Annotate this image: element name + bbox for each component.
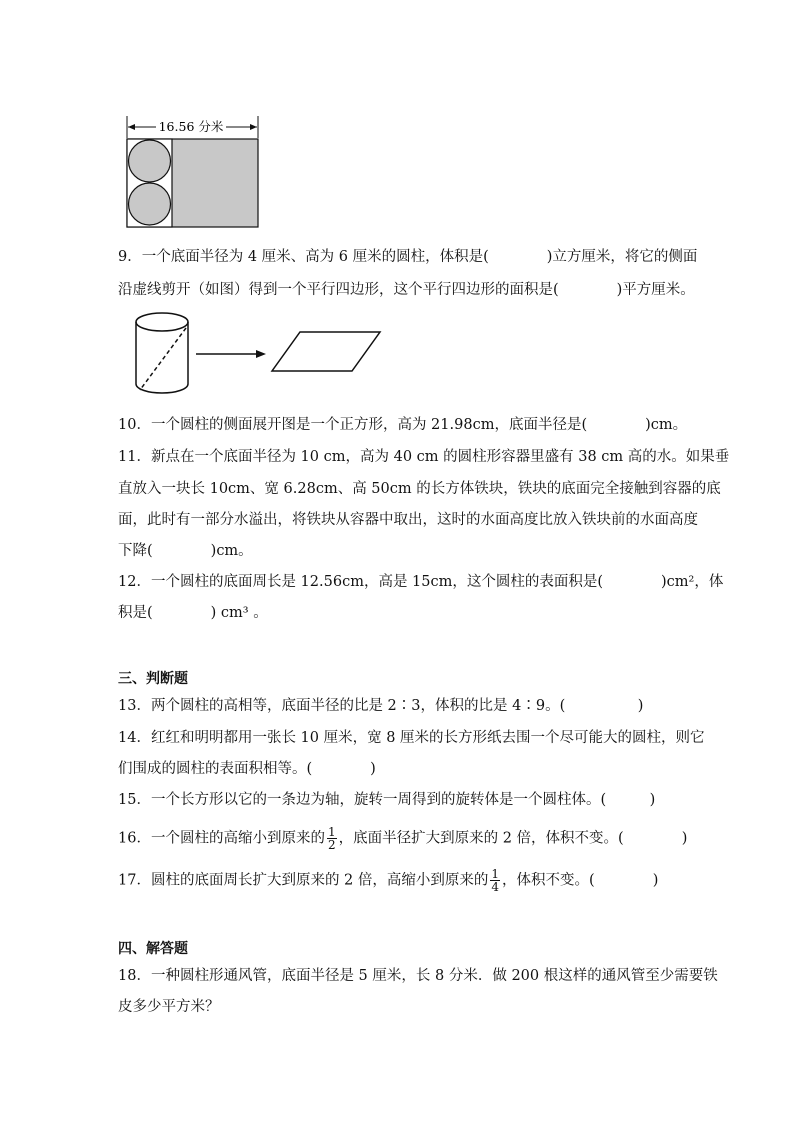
- question-16: [118, 826, 687, 851]
- figure-circle-top: [129, 140, 171, 182]
- section-4-title: 四、解答题: [118, 941, 188, 957]
- figure-rectangle-circles: [118, 112, 268, 232]
- question-17: [118, 868, 658, 893]
- cylinder-shape: [136, 313, 188, 393]
- question-11-line-4: 下降( )cm。: [118, 543, 253, 559]
- question-11-line-2: 直放入一块长 10cm、宽 6.28cm、高 50cm 的长方体铁块，铁块的底面完全接触到容器的底: [118, 481, 721, 497]
- figure-circle-bottom: [129, 183, 171, 225]
- question-14-line-1: 14．红红和明明都用一张长 10 厘米，宽 8 厘米的长方形纸去围一个尽可能大的圆柱，则它: [118, 730, 705, 746]
- question-9-line-2: 沿虚线剪开（如图）得到一个平行四边形，这个平行四边形的面积是( )平方厘米。: [118, 282, 695, 298]
- arrow-right: [196, 350, 266, 358]
- question-10: 10．一个圆柱的侧面展开图是一个正方形，高为 21.98cm，底面半径是( )cm。: [118, 417, 688, 433]
- fraction-one-quarter: [490, 868, 500, 893]
- fraction-numerator: 1: [327, 825, 336, 839]
- fraction-denominator: 2: [327, 838, 336, 852]
- question-14-line-2: 们围成的圆柱的表面积相等。( ): [118, 761, 376, 777]
- section-3-title: 三、判断题: [118, 671, 188, 687]
- question-11-line-3: 面，此时有一部分水溢出，将铁块从容器中取出，这时的水面高度比放入铁块前的水面高度: [118, 512, 698, 528]
- question-18-line-2: 皮多少平方米？: [118, 999, 220, 1015]
- dimension-label: 16.56 分米: [158, 119, 224, 134]
- question-16-text-after: ，底面半径扩大到原来的 2 倍，体积不变。( ): [338, 830, 688, 847]
- question-12-line-1: 12．一个圆柱的底面周长是 12.56cm，高是 15cm，这个圆柱的表面积是( )cm²，体: [118, 574, 724, 590]
- question-13: 13．两个圆柱的高相等，底面半径的比是 2∶3，体积的比是 4∶9。( ): [118, 698, 644, 714]
- parallelogram-shape: [272, 332, 380, 371]
- question-11-line-1: 11．新点在一个底面半径为 10 cm，高为 40 cm 的圆柱形容器里盛有 38 cm 高的水。如果垂: [118, 449, 730, 465]
- fraction-numerator: 1: [491, 867, 500, 881]
- question-18-line-1: 18．一种圆柱形通风管，底面半径是 5 厘米，长 8 分米．做 200 根这样的通风管至少需要铁: [118, 968, 718, 984]
- fraction-denominator: 4: [491, 880, 500, 894]
- fraction-one-half: [327, 826, 337, 851]
- question-12-line-2: 积是( ) cm³ 。: [118, 605, 268, 621]
- question-15: 15．一个长方形以它的一条边为轴，旋转一周得到的旋转体是一个圆柱体。( ): [118, 792, 656, 808]
- question-9-line-1: 9．一个底面半径为 4 厘米、高为 6 厘米的圆柱，体积是( )立方厘米，将它的侧面: [118, 249, 698, 265]
- question-16-text-before: 16．一个圆柱的高缩小到原来的: [118, 830, 325, 847]
- question-17-text-before: 17．圆柱的底面周长扩大到原来的 2 倍，高缩小到原来的: [118, 872, 489, 889]
- question-17-text-after: ，体积不变。( ): [502, 872, 659, 889]
- figure-cylinder-to-parallelogram: [128, 308, 388, 400]
